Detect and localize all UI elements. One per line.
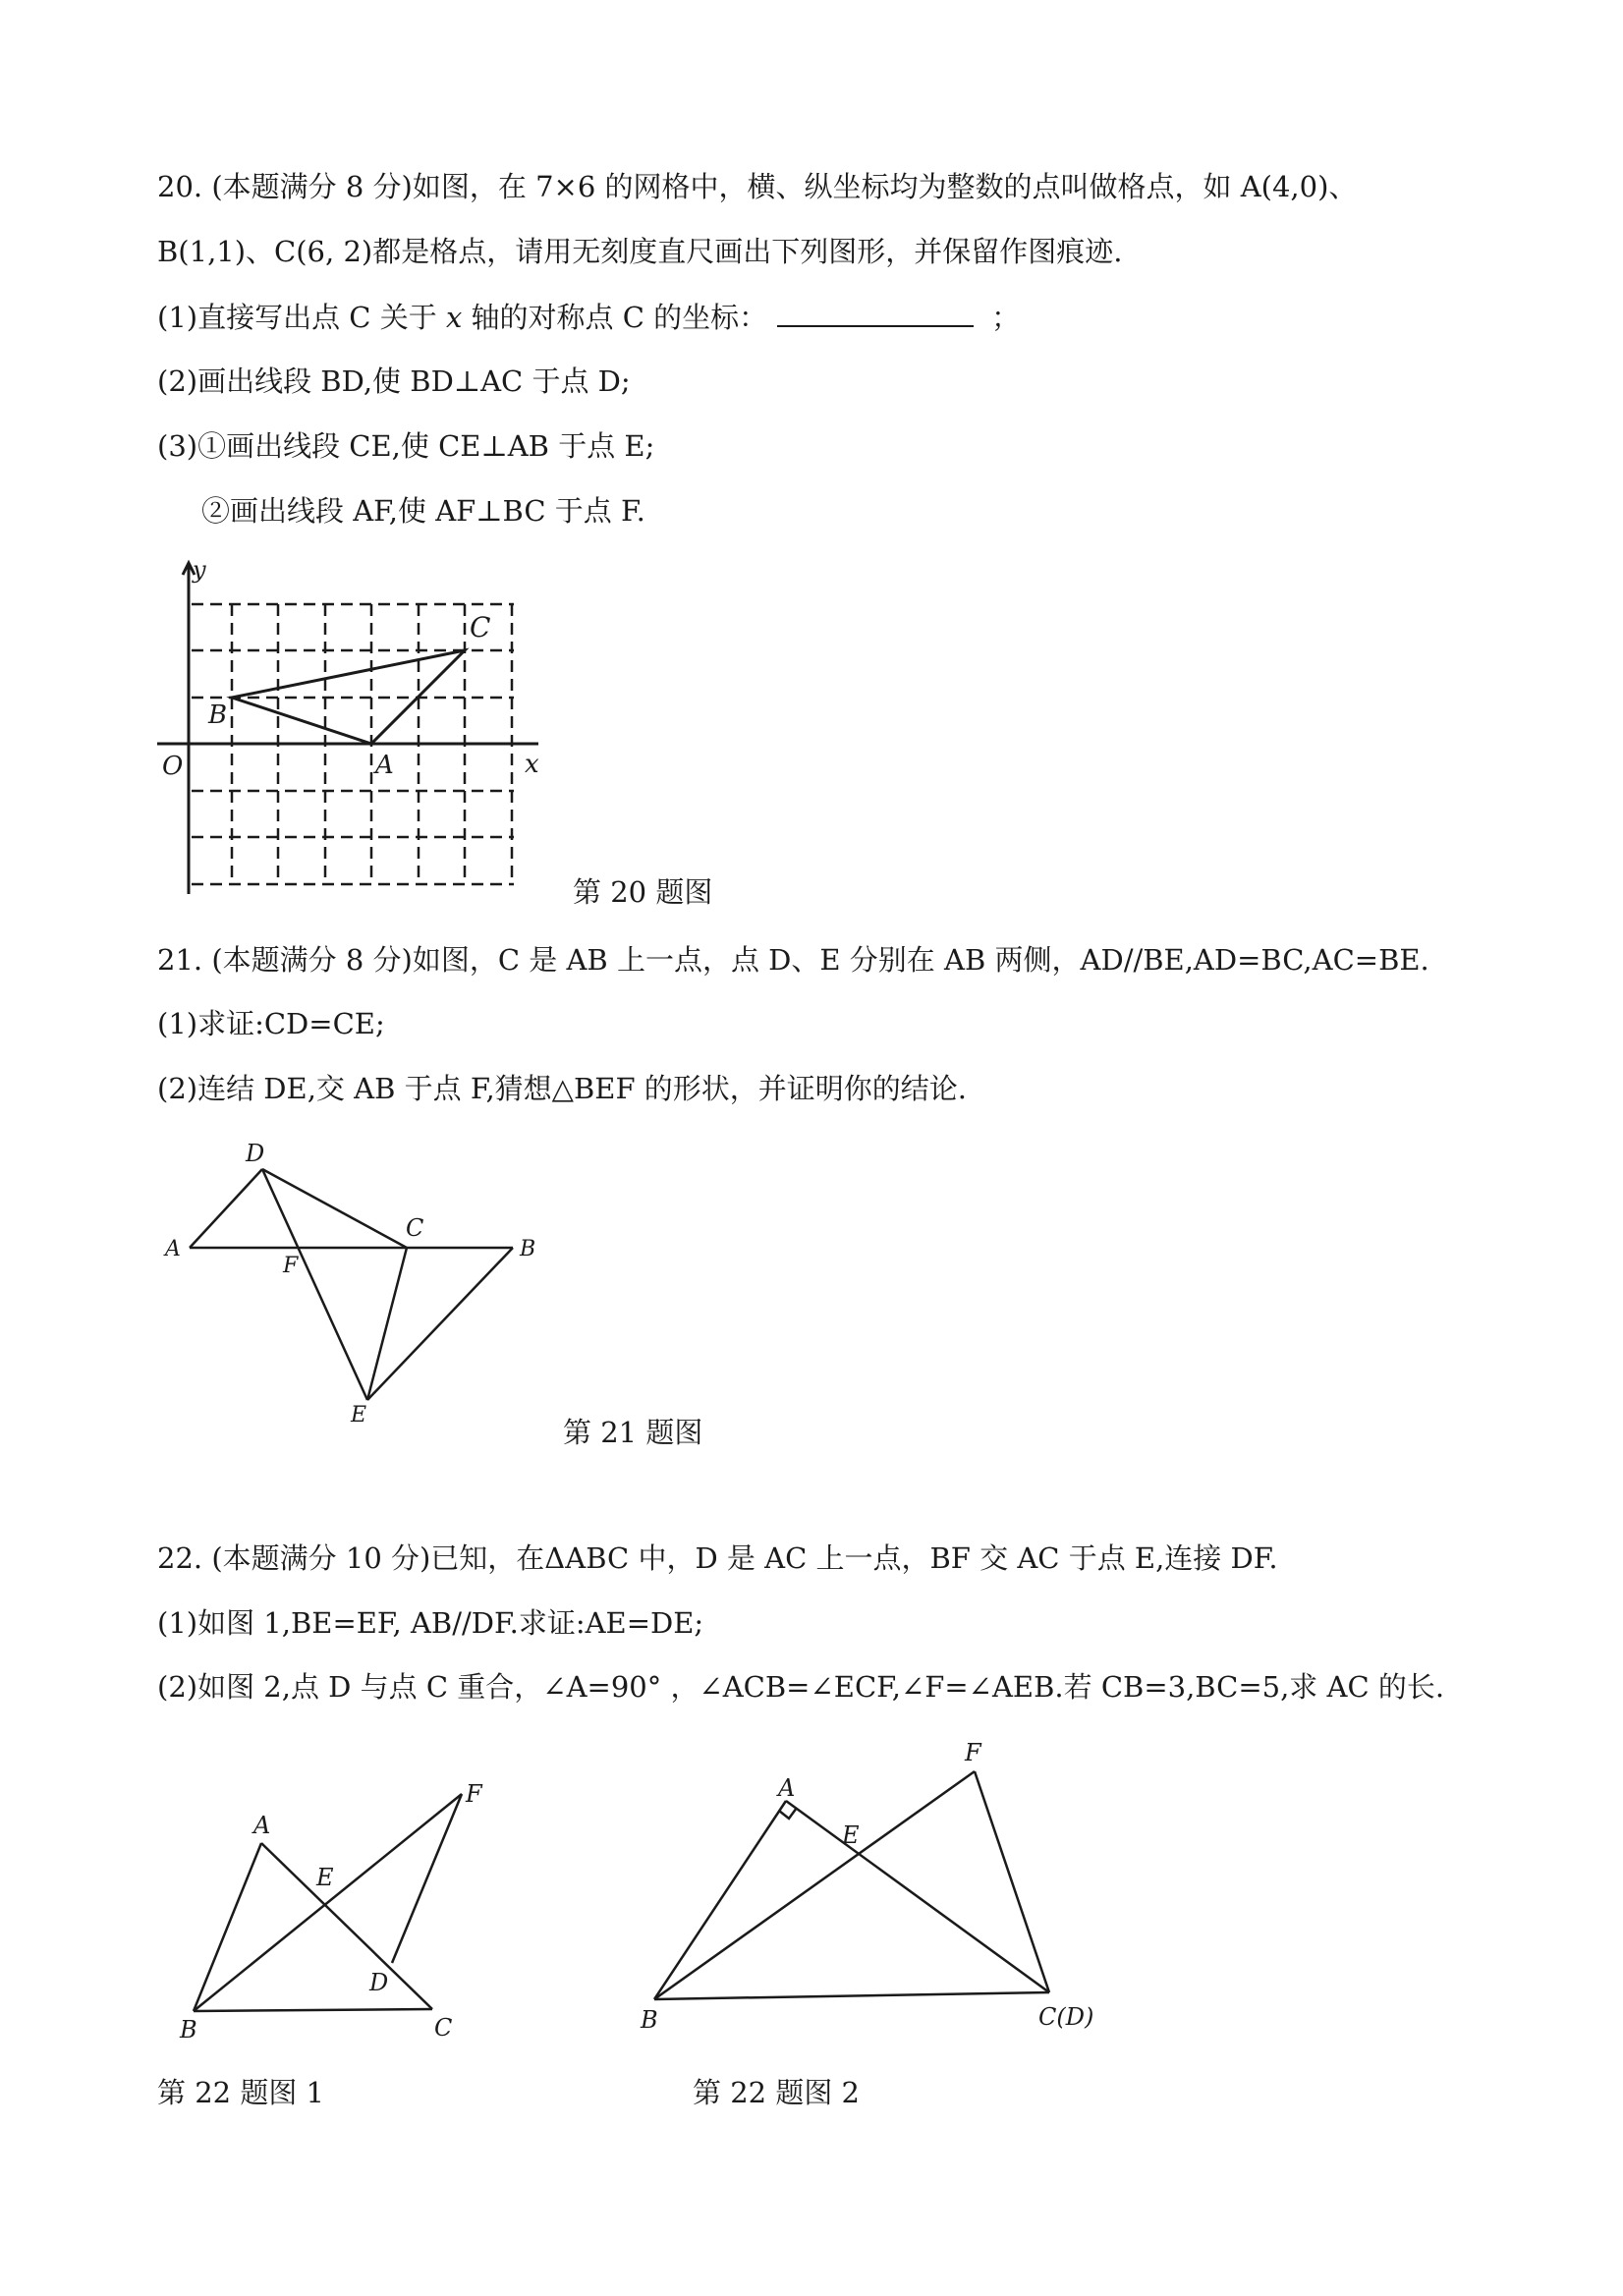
q20-caption: 第 20 题图 [573,875,713,909]
q21-part1: (1)求证:CD=CE; [157,1007,385,1040]
q22-caption2: 第 22 题图 2 [693,2076,861,2109]
q22-f1-label-f: F [466,1780,482,1808]
q20-point-c-label: C [470,611,491,644]
q20-origin-label: O [162,752,184,781]
q20-part2: (2)画出线段 BD,使 BD⊥AC 于点 D; [157,364,631,398]
q20-point-b-label: B [208,700,228,730]
q20-y-label: y [193,556,206,584]
q22-f1-label-c: C [434,2014,453,2042]
q21-label-b: B [520,1237,536,1261]
q20-part3b: ②画出线段 AF,使 AF⊥BC 于点 F. [201,494,645,528]
q22-part2: (2)如图 2,点 D 与点 C 重合，∠A=90° ，∠ACB=∠ECF,∠F=∠AEB.若 CB=3,BC=5,求 AC 的长. [157,1670,1445,1704]
q22-f1-label-b: B [180,2016,197,2044]
q22-f1-label-d: D [369,1969,389,1996]
q21-label-e: E [351,1403,367,1428]
q20-x-label: x [525,750,539,779]
q22-f1-label-a: A [253,1812,271,1839]
q20-part1-prefix: (1)直接写出点 C 关于 [157,301,446,334]
q22-line1: 22. (本题满分 10 分)已知，在ΔABC 中，D 是 AC 上一点，BF 交 AC 于点 E,连接 DF. [157,1541,1278,1575]
q20-part1-x: x [445,301,463,334]
q20-part1-suffix: 轴的对称点 C 的坐标： [462,301,768,334]
q21-caption: 第 21 题图 [563,1416,703,1449]
q20-part1-end: ； [991,301,1021,334]
q22-f1-label-e: E [316,1864,334,1891]
q22-f2-label-b: B [641,2006,658,2034]
q20-part3a: (3)①画出线段 CE,使 CE⊥AB 于点 E; [157,429,655,463]
q21-label-a: A [165,1237,181,1261]
q20-line2: B(1,1)、C(6, 2)都是格点，请用无刻度直尺画出下列图形，并保留作图痕迹. [157,235,1123,268]
q21-label-c: C [406,1214,424,1242]
q22-part1: (1)如图 1,BE=EF, AB//DF.求证:AE=DE; [157,1606,704,1640]
q20-point-a-label: A [375,751,394,780]
q21-label-d: D [246,1140,265,1167]
q22-f2-label-f: F [965,1739,981,1766]
q22-f2-label-c: C(D) [1038,2003,1094,2031]
q22-caption1: 第 22 题图 1 [157,2076,325,2109]
q21-part2: (2)连结 DE,交 AB 于点 F,猜想△BEF 的形状，并证明你的结论. [157,1072,968,1105]
q21-line1: 21. (本题满分 8 分)如图，C 是 AB 上一点，点 D、E 分别在 AB 两侧，AD//BE,AD=BC,AC=BE. [157,943,1429,977]
q22-f2-label-a: A [778,1774,796,1802]
q21-label-f: F [283,1254,299,1278]
q22-f2-label-e: E [842,1821,860,1849]
q20-line1: 20. (本题满分 8 分)如图，在 7×6 的网格中，横、纵坐标均为整数的点叫做格点，如 A(4,0)、 [157,170,1358,203]
